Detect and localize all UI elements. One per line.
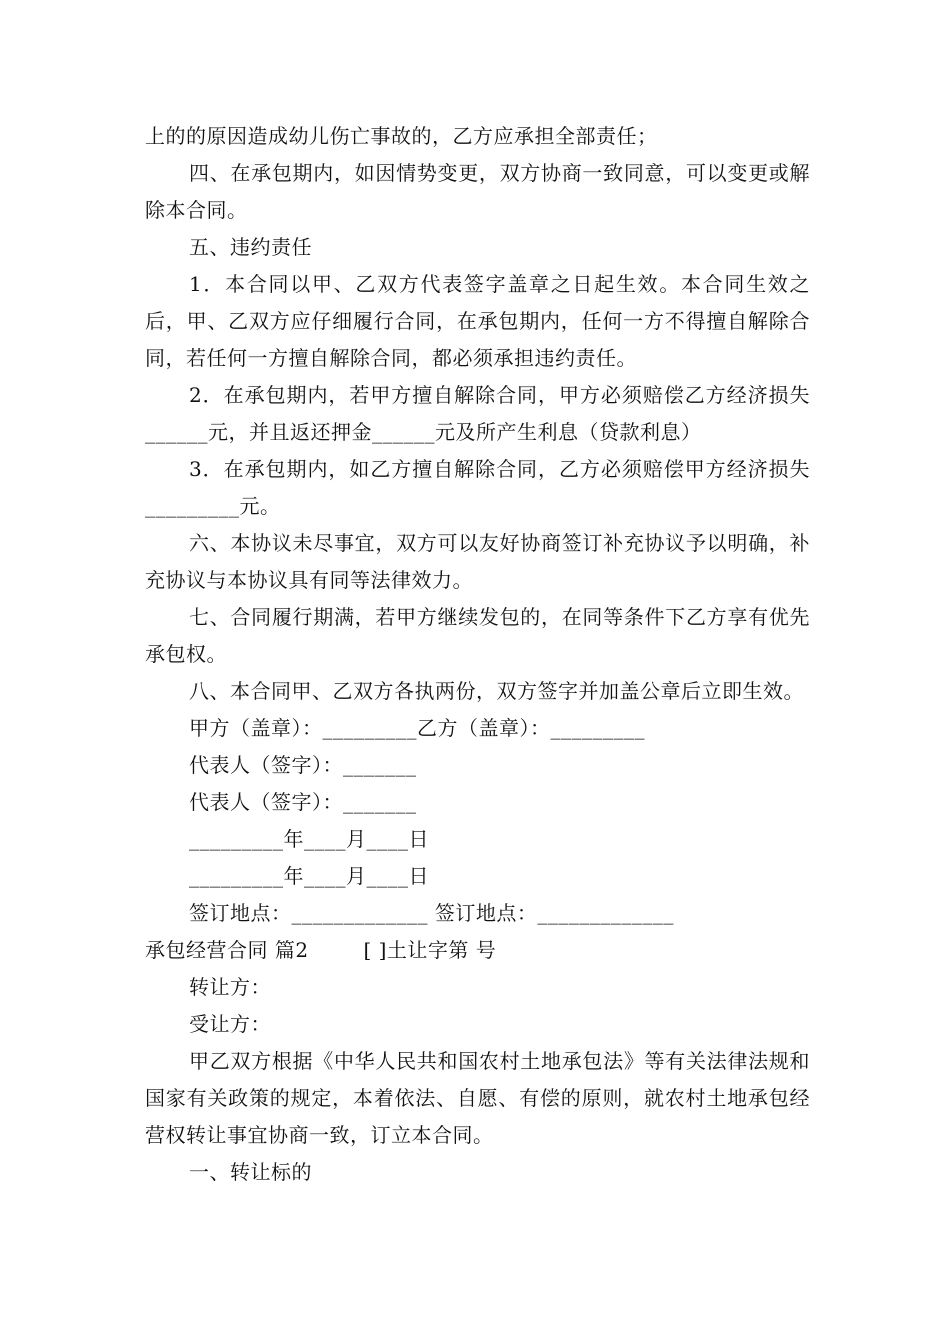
paragraph-liability-end: 上的的原因造成幼儿伤亡事故的，乙方应承担全部责任； [145, 124, 658, 148]
signature-representative-1: 代表人（签字）：_______ [189, 753, 417, 777]
transferor-label: 转让方： [189, 975, 271, 999]
paragraph-clause-5-heading: 五、违约责任 [189, 235, 312, 259]
signature-place: 签订地点：_____________ 签订地点：_____________ [189, 901, 674, 925]
contract-body [145, 118, 810, 1191]
section-2-heading: 承包经营合同 篇2 [ ]土让字第 号 [145, 938, 497, 962]
signature-date-1: _________年____月____日 [189, 827, 429, 851]
paragraph-clause-5-2: 2．在承包期内，若甲方擅自解除合同，甲方必须赔偿乙方经济损失______元，并且返还押金______元及所产生利息（贷款利息） [145, 383, 810, 444]
section-2-intro: 甲乙双方根据《中华人民共和国农村土地承包法》等有关法律法规和国家有关政策的规定，本着依法、自愿、有偿的原则，就农村土地承包经营权转让事宜协商一致，订立本合同。 [145, 1049, 810, 1147]
paragraph-clause-5-1: 1．本合同以甲、乙双方代表签字盖章之日起生效。本合同生效之后，甲、乙双方应仔细履行合同，在承包期内，任何一方不得擅自解除合同，若任何一方擅自解除合同，都必须承担违约责任。 [145, 272, 810, 370]
paragraph-clause-4: 四、在承包期内，如因情势变更，双方协商一致同意，可以变更或解除本合同。 [145, 161, 810, 222]
section-2-item-1: 一、转让标的 [189, 1160, 312, 1184]
signature-representative-2: 代表人（签字）：_______ [189, 790, 417, 814]
paragraph-clause-8: 八、本合同甲、乙双方各执两份，双方签字并加盖公章后立即生效。 [189, 679, 804, 703]
paragraph-clause-6: 六、本协议未尽事宜，双方可以友好协商签订补充协议予以明确，补充协议与本协议具有同等法律效力。 [145, 531, 810, 592]
signature-party-line: 甲方（盖章）：_________乙方（盖章）：_________ [189, 716, 645, 740]
signature-date-2: _________年____月____日 [189, 864, 429, 888]
paragraph-clause-7: 七、合同履行期满，若甲方继续发包的，在同等条件下乙方享有优先承包权。 [145, 605, 810, 666]
paragraph-clause-5-3: 3．在承包期内，如乙方擅自解除合同，乙方必须赔偿甲方经济损失_________元。 [145, 457, 810, 518]
transferee-label: 受让方： [189, 1012, 271, 1036]
